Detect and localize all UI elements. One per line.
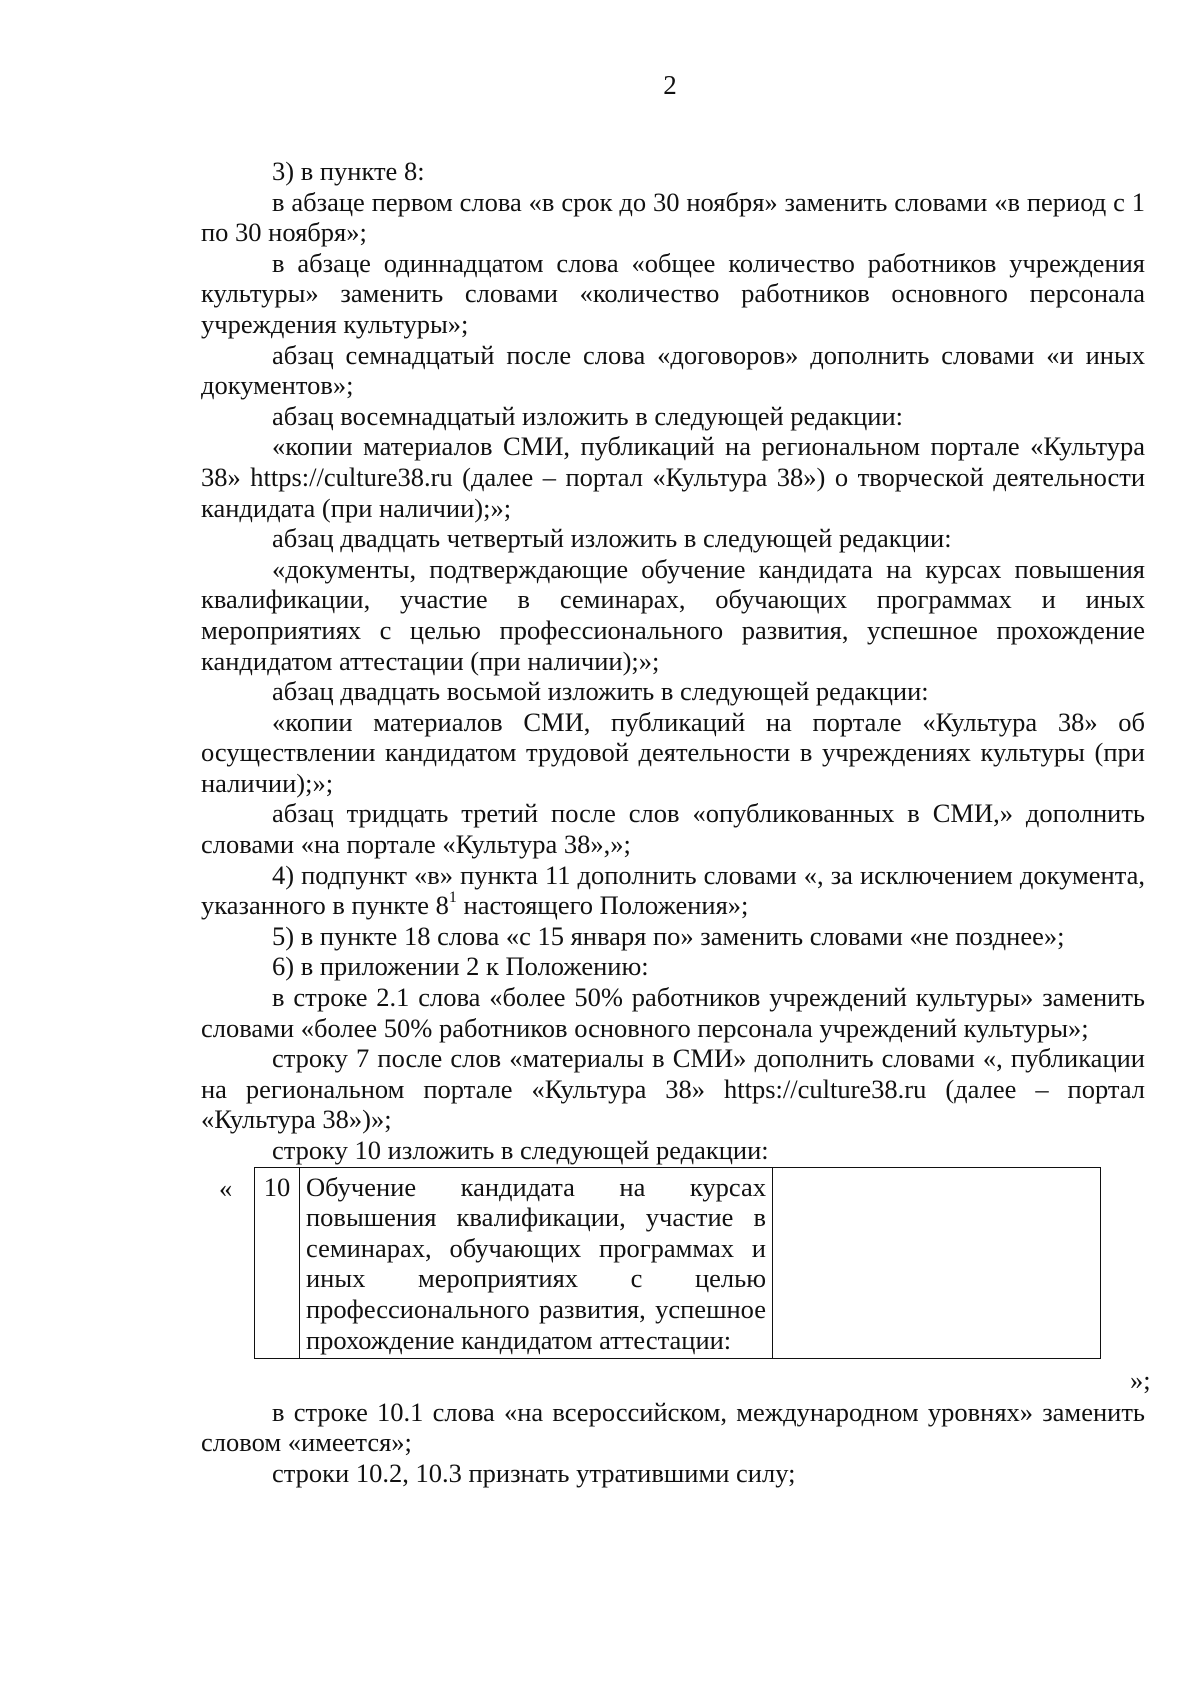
paragraph: в абзаце одиннадцатом слова «общее количество работников учреждения культуры» заменить словами «количество работников основного персонала учреждения культуры»;	[201, 247, 1145, 339]
table-cell-value	[773, 1167, 1101, 1359]
paragraph-item-4	[201, 860, 1145, 921]
row-10-table	[254, 1167, 1101, 1360]
item4-text: 4) подпункт «в» пункта 11 дополнить словами «, за исключением документа, указанного в пункте 8	[201, 859, 1145, 921]
paragraph: абзац двадцать восьмой изложить в следующей редакции:	[272, 676, 929, 707]
paragraph: строку 7 после слов «материалы в СМИ» дополнить словами «, публикации на региональном портале «Культура 38» https://culture38.ru (далее – портал «Культура 38»)»;	[201, 1043, 1145, 1135]
paragraph: абзац тридцать третий после слов «опубликованных в СМИ,» дополнить словами «на портале «Культура 38»,»;	[201, 798, 1145, 860]
item4-text-tail: настоящего Положения»;	[456, 890, 749, 921]
table-close-quote: »;	[1130, 1364, 1151, 1395]
paragraph: в абзаце первом слова «в срок до 30 ноября» заменить словами «в период с 1 по 30 ноября»;	[201, 186, 1145, 248]
paragraph: абзац восемнадцатый изложить в следующей редакции:	[272, 400, 903, 431]
paragraph: 5) в пункте 18 слова «с 15 января по» заменить словами «не позднее»;	[272, 920, 1065, 951]
paragraph: в строке 10.1 слова «на всероссийском, международном уровнях» заменить словом «имеется»;	[201, 1396, 1145, 1458]
table-cell-description: Обучение кандидата на курсах повышения квалификации, участие в семинарах, обучающих программах и иных мероприятиях с целью профессионального развития, успешное прохождение кандидатом аттестации:	[300, 1167, 773, 1359]
paragraph: 3) в пункте 8:	[272, 156, 425, 186]
paragraph: «копии материалов СМИ, публикаций на региональном портале «Культура 38» https://culture38.ru (далее – портал «Культура 38») о творческой деятельности кандидата (при наличии);»;	[201, 431, 1145, 523]
paragraph: абзац двадцать четвертый изложить в следующей редакции:	[272, 523, 952, 554]
document-body	[201, 156, 1151, 1488]
paragraph: 6) в приложении 2 к Положению:	[272, 951, 649, 982]
paragraph: «копии материалов СМИ, публикаций на портале «Культура 38» об осуществлении кандидатом трудовой деятельности в учреждениях культуры (при наличии);»;	[201, 706, 1145, 798]
row-10-table-block	[201, 1167, 1151, 1397]
paragraph: в строке 2.1 слова «более 50% работников учреждений культуры» заменить словами «более 50% работников основного персонала учреждений культуры»;	[201, 982, 1145, 1043]
paragraph: «документы, подтверждающие обучение кандидата на курсах повышения квалификации, участие в семинарах, обучающих программах и иных мероприятиях с целью профессионального развития, успешное прохождение кандидатом аттестации (при наличии);»;	[201, 553, 1145, 676]
paragraph: строки 10.2, 10.3 признать утратившими силу;	[272, 1457, 796, 1488]
footnote-superscript: 1	[448, 889, 457, 907]
paragraph: абзац семнадцатый после слова «договоров» дополнить словами «и иных документов»;	[201, 339, 1145, 401]
table-cell-number: 10	[255, 1167, 300, 1359]
page-number: 2	[663, 70, 677, 100]
table-open-quote: «	[219, 1172, 233, 1203]
paragraph: строку 10 изложить в следующей редакции:	[272, 1135, 769, 1165]
table-row	[255, 1167, 1101, 1359]
